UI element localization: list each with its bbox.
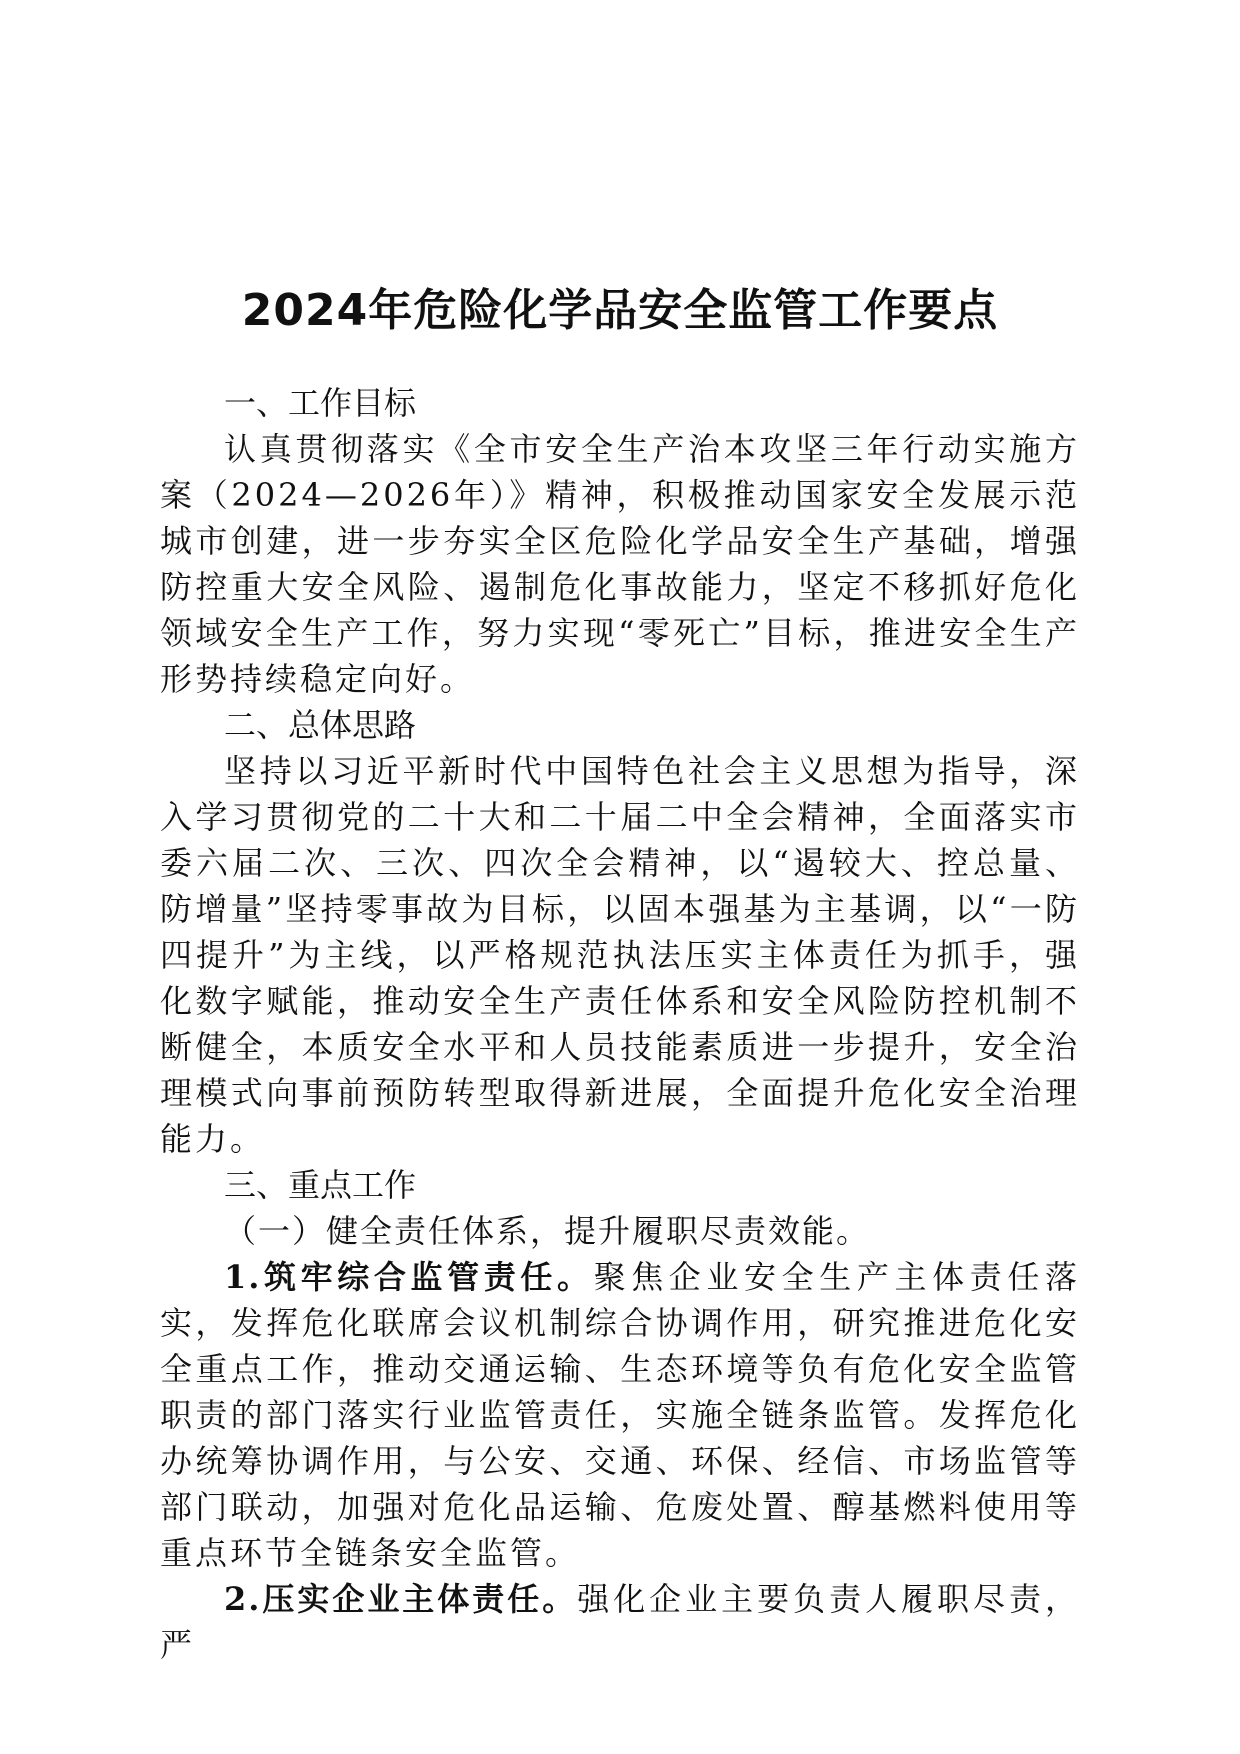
document-body — [160, 380, 1080, 1668]
numbered-item-2 — [160, 1576, 1080, 1668]
numbered-item-1-lead: 1.筑牢综合监管责任。 — [224, 1258, 594, 1296]
numbered-item-1-text: 聚焦企业安全生产主体责任落实，发挥危化联席会议机制综合协调作用，研究推进危化安全重点工作，推动交通运输、生态环境等负有危化安全监管职责的部门落实行业监管责任，实施全链条监管。发挥危化办统筹协调作用，与公安、交通、环保、经信、市场监管等部门联动，加强对危化品运输、危废处置、醇基燃料使用等重点环节全链条安全监管。 — [160, 1258, 1080, 1572]
numbered-item-1 — [160, 1254, 1080, 1576]
section-paragraph-approach: 坚持以习近平新时代中国特色社会主义思想为指导，深入学习贯彻党的二十大和二十届二中全会精神，全面落实市委六届二次、三次、四次全会精神，以“遏较大、控总量、防增量”坚持零事故为目标，以固本强基为主基调，以“一防四提升”为主线，以严格规范执法压实主体责任为抓手，强化数字赋能，推动安全生产责任体系和安全风险防控机制不断健全，本质安全水平和人员技能素质进一步提升，安全治理模式向事前预防转型取得新进展，全面提升危化安全治理能力。 — [160, 752, 1080, 1158]
section-heading-key-work: 三、重点工作 — [224, 1166, 417, 1204]
document-title: 2024年危险化学品安全监管工作要点 — [241, 285, 999, 337]
section-heading-approach: 二、总体思路 — [224, 706, 417, 744]
numbered-item-2-lead: 2.压实企业主体责任。 — [224, 1580, 578, 1618]
section-heading-goals: 一、工作目标 — [224, 384, 417, 422]
section-paragraph-goals: 认真贯彻落实《全市安全生产治本攻坚三年行动实施方案（2024—2026年）》精神，积极推动国家安全发展示范城市创建，进一步夯实全区危险化学品安全生产基础，增强防控重大安全风险、遏制危化事故能力，坚定不移抓好危化领域安全生产工作，努力实现“零死亡”目标，推进安全生产形势持续稳定向好。 — [160, 430, 1080, 698]
subsection-heading-responsibility: （一）健全责任体系，提升履职尽责效能。 — [224, 1212, 871, 1250]
numbered-item-2-text: 强化企业主要负责人履职尽责，严 — [160, 1580, 1080, 1664]
